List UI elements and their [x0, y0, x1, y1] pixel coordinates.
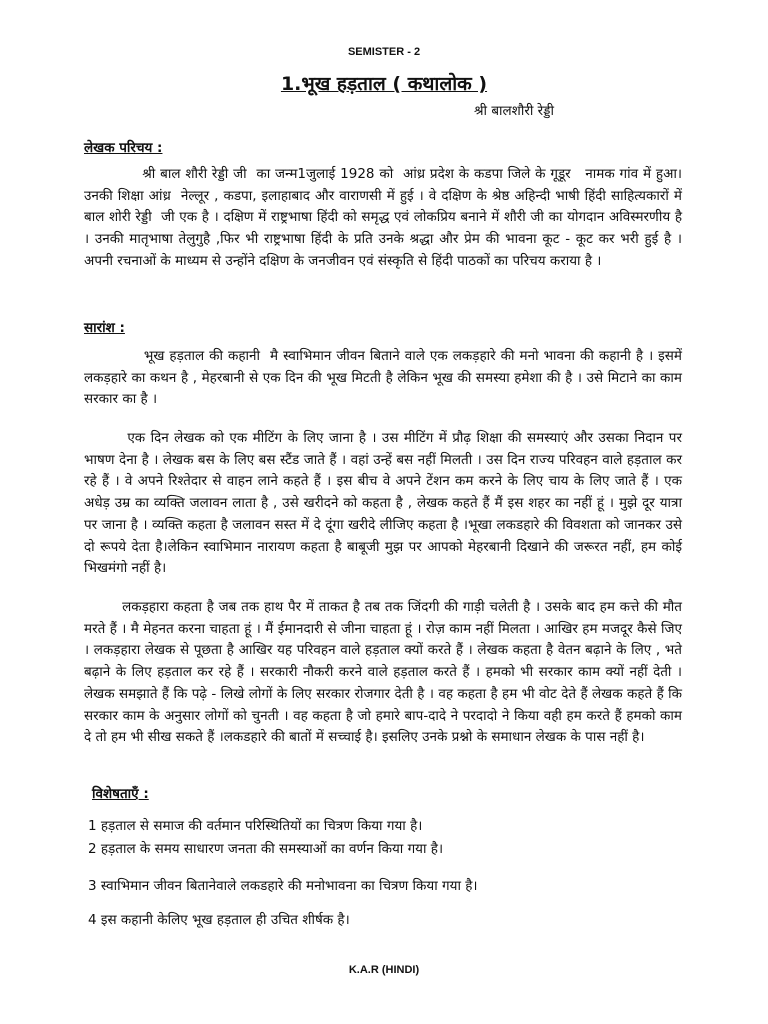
feature-item-2: 2 हड़ताल के समय साधारण जनता की समस्याओं का वर्णन किया गया है। [88, 841, 444, 857]
semester-header: SEMISTER - 2 [347, 46, 421, 58]
features-heading: विशेषताएँ : [92, 786, 149, 802]
intro-paragraph: श्री बाल शौरी रेड्डी जी का जन्म1जुलाई 1928 को आंध्र प्रदेश के कडपा जिले के गूडूर नामक गांव में हुआ।उनकी शिक्षा आंध्र नेल्लूर , कडपा, इलाहाबाद और वाराणसी में हुई । वे दक्षिण के श्रेष्ठ अहिन्दी भाषी हिंदी साहित्यकारों में बाल शोरी रेड्डी जी एक है । दक्षिण में राष्ट्रभाषा हिंदी को समृद्ध एवं लोकप्रिय बनाने में शौरी जी का योगदान अविस्मरणीय है । उनकी मातृभाषा तेलुगुहै ,फिर भी राष्ट्रभाषा हिंदी के प्रति उनके श्रद्धा और प्रेम की भावना कूट - कूट कर भरी हुई है । अपनी रचनाओं के माध्यम से उन्होंने दक्षिण के जनजीवन एवं संस्कृति से हिंदी पाठकों का परिचय कराया है । [84, 166, 687, 269]
feature-item-4: 4 इस कहानी केलिए भूख हड़ताल ही उचित शीर्षक है। [88, 912, 350, 928]
summary-heading: सारांश : [84, 320, 125, 336]
feature-item-3: 3 स्वाभिमान जीवन बितानेवाले लकडहारे की मनोभावना का चित्रण किया गया है। [88, 878, 478, 894]
summary-paragraph-3: लकड़हारा कहता है जब तक हाथ पैर में ताकत है तब तक जिंदगी की गाड़ी चलेती है । उसके बाद हम कत्ते की मौत मरते हैं । मै मेहनत करना चाहता हूं । मैं ईमानदारी से जीना चाहता हूं । रोज़ काम नहीं मिलता । आखिर हम मजदूर कैसे जिए । लकड़हारा लेखक से पूछता है आखिर यह परिवहन वाले हड़ताल क्यों करते हैं । लेखक कहता है वेतन बढ़ाने के लिए , भते बढ़ाने के लिए हड़ताल कर रहे हैं । सरकारी नौकरी करने वाले हड़ताल करते हैं । हमको भी सरकार काम क्यों नहीं देती । लेखक समझाते हैं कि पढ़े - लिखे लोगों के लिए सरकार रोजगार देती है । वह कहता है हम भी वोट देते हैं लेखक कहते हैं कि सरकार काम के अनुसार लोगों को चुनती । वह कहता है जो हमारे बाप-दादे ने परदादो ने किया वही हम करते हैं हमको काम दे तो हम भी सीख सकते हैं ।लकडहारे की बातों में सच्चाई है। इसलिए उनके प्रश्नो के समाधान लेखक के पास नहीं है। [84, 599, 687, 746]
feature-item-1: 1 हड़ताल से समाज की वर्तमान परिस्थितियों का चित्रण किया गया है। [88, 818, 423, 834]
page-title: 1.भूख हड़ताल ( कथालोक ) [280, 73, 488, 95]
intro-heading: लेखक परिचय : [84, 140, 163, 156]
summary-paragraph-2: एक दिन लेखक को एक मीटिंग के लिए जाना है । उस मीटिंग में प्रौढ़ शिक्षा की समस्याएं और उसका निदान पर भाषण देना है । लेखक बस के लिए बस स्टैंड जाते हैं । वहां उन्हें बस नहीं मिलती । उस दिन राज्य परिवहन वाले हड़ताल कर रहे हैं । वे अपने रिश्तेदार से वाहन लाने कहते हैं । इस बीच वे अपने टेंशन कम करने के लिए चाय के लिए जाते हैं । एक अधेड़ उम्र का व्यक्ति जलावन लाता है , उसे खरीदने को कहता है , लेखक कहते हैं मैं इस शहर का नहीं हूं । मुझे दूर यात्रा पर जाना है । व्यक्ति कहता है जलावन सस्त में दे दूंगा खरीदे लीजिए कहता है ।भूखा लकडहारे की विवशता को जानकर उसे दो रूपये देता है।लेकिन स्वाभिमान नारायण कहता है बाबूजी मुझ पर आपको मेहरबानी दिखाने की जरूरत नहीं, हम कोई भिखमंगो नहीं है। [84, 430, 687, 577]
author-name: श्री बालशौरी रेड्डी [473, 103, 554, 119]
page-footer: K.A.R (HINDI) [348, 964, 420, 976]
summary-paragraph-1: भूख हड़ताल की कहानी मै स्वाभिमान जीवन बिताने वाले एक लकड़हारे की मनो भावना की कहानी है । इसमें लकड़हारे का कथन है , मेहरबानी से एक दिन की भूख मिटती है लेकिन भूख की समस्या हमेशा की है । उसे मिटाने का काम सरकार का है । [84, 348, 687, 408]
